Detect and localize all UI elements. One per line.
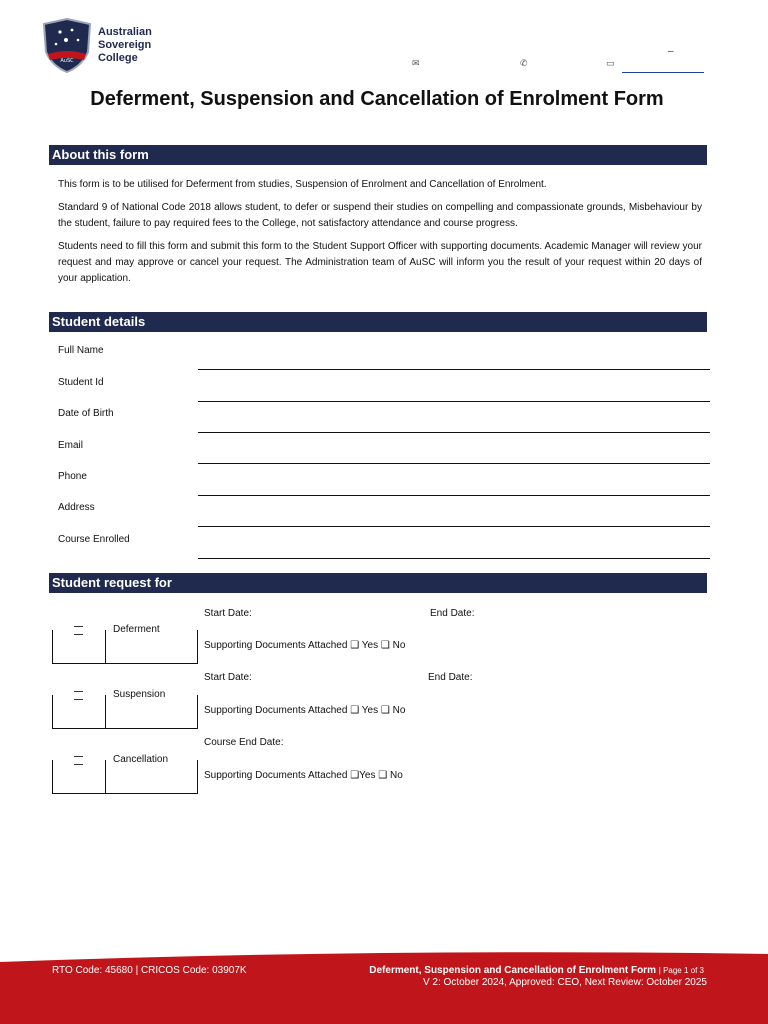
- shield-icon: [42, 18, 92, 74]
- logo-line: Sovereign: [98, 39, 152, 51]
- college-logo: [42, 18, 172, 74]
- web-icon: ▭: [606, 58, 615, 68]
- header-link-underline: [622, 72, 704, 73]
- request-option-box: [52, 630, 198, 664]
- suspension-supporting-docs[interactable]: Supporting Documents Attached ❑ Yes ❑ No: [204, 705, 406, 716]
- field-label-dob: Date of Birth: [58, 408, 114, 419]
- request-option-cancellation: Cancellation: [113, 754, 169, 765]
- header-dash: –: [668, 46, 674, 57]
- course-field[interactable]: [198, 558, 710, 559]
- logo-line: College: [98, 52, 138, 64]
- email-field[interactable]: [198, 463, 710, 464]
- cancellation-checkbox[interactable]: [74, 756, 83, 765]
- logo-badge: AuSC: [60, 58, 74, 64]
- footer-codes: RTO Code: 45680 | CRICOS Code: 03907K: [52, 965, 247, 976]
- footer-title-text: Deferment, Suspension and Cancellation of Enrolment Form: [369, 965, 656, 976]
- about-paragraph: Students need to fill this form and submit this form to the Student Support Officer with supporting documents. Academic Manager will review your request and may approve or cancel your request. The Administration team of AuSC will inform you the result of your request within 20 days of your application.: [58, 241, 702, 284]
- page-title: Deferment, Suspension and Cancellation of Enrolment Form: [90, 88, 664, 110]
- footer-title: [369, 965, 704, 976]
- request-option-deferment: Deferment: [113, 624, 160, 635]
- request-option-box: [52, 760, 198, 794]
- suspension-end-date: End Date:: [428, 672, 473, 683]
- deferment-supporting-docs[interactable]: Supporting Documents Attached ❑ Yes ❑ No: [204, 640, 406, 651]
- student-id-field[interactable]: [198, 401, 710, 402]
- section-heading-student-request: Student request for: [49, 573, 707, 593]
- phone-field[interactable]: [198, 495, 710, 496]
- suspension-checkbox[interactable]: [74, 691, 83, 700]
- address-field[interactable]: [198, 526, 710, 527]
- deferment-checkbox[interactable]: [74, 626, 83, 635]
- footer-version: V 2: October 2024, Approved: CEO, Next Review: October 2025: [422, 977, 707, 988]
- footer-page-number: | Page 1 of 3: [658, 966, 704, 975]
- full-name-field[interactable]: [198, 369, 710, 370]
- about-paragraph: This form is to be utilised for Deferment from studies, Suspension of Enrolment and Cancellation of Enrolment.: [58, 179, 547, 190]
- phone-icon: ✆: [520, 58, 528, 68]
- cancellation-supporting-docs[interactable]: Supporting Documents Attached ❑Yes ❑ No: [204, 770, 403, 781]
- field-label-course: Course Enrolled: [58, 534, 130, 545]
- request-option-suspension: Suspension: [113, 689, 166, 700]
- field-label-email: Email: [58, 440, 84, 451]
- suspension-start-date: Start Date:: [204, 672, 252, 683]
- about-paragraph: Standard 9 of National Code 2018 allows student, to defer or suspend their studies on compelling and compassionate grounds, Misbehaviour by the student, failure to pay required fees to the College, not satisfactory attendance and course progress.: [58, 202, 702, 229]
- cancellation-course-end-date: Course End Date:: [204, 737, 284, 748]
- logo-text: [98, 26, 152, 65]
- section-heading-student-details: Student details: [49, 312, 707, 332]
- deferment-start-date: Start Date:: [204, 608, 252, 619]
- field-label-full-name: Full Name: [58, 345, 104, 356]
- dob-field[interactable]: [198, 432, 710, 433]
- field-label-phone: Phone: [58, 471, 87, 482]
- field-label-address: Address: [58, 502, 95, 513]
- field-label-student-id: Student Id: [58, 377, 104, 388]
- section-heading-about: About this form: [49, 145, 707, 165]
- mail-icon: ✉: [412, 58, 420, 68]
- logo-line: Australian: [98, 26, 152, 38]
- request-option-box: [52, 695, 198, 729]
- deferment-end-date: End Date:: [430, 608, 475, 619]
